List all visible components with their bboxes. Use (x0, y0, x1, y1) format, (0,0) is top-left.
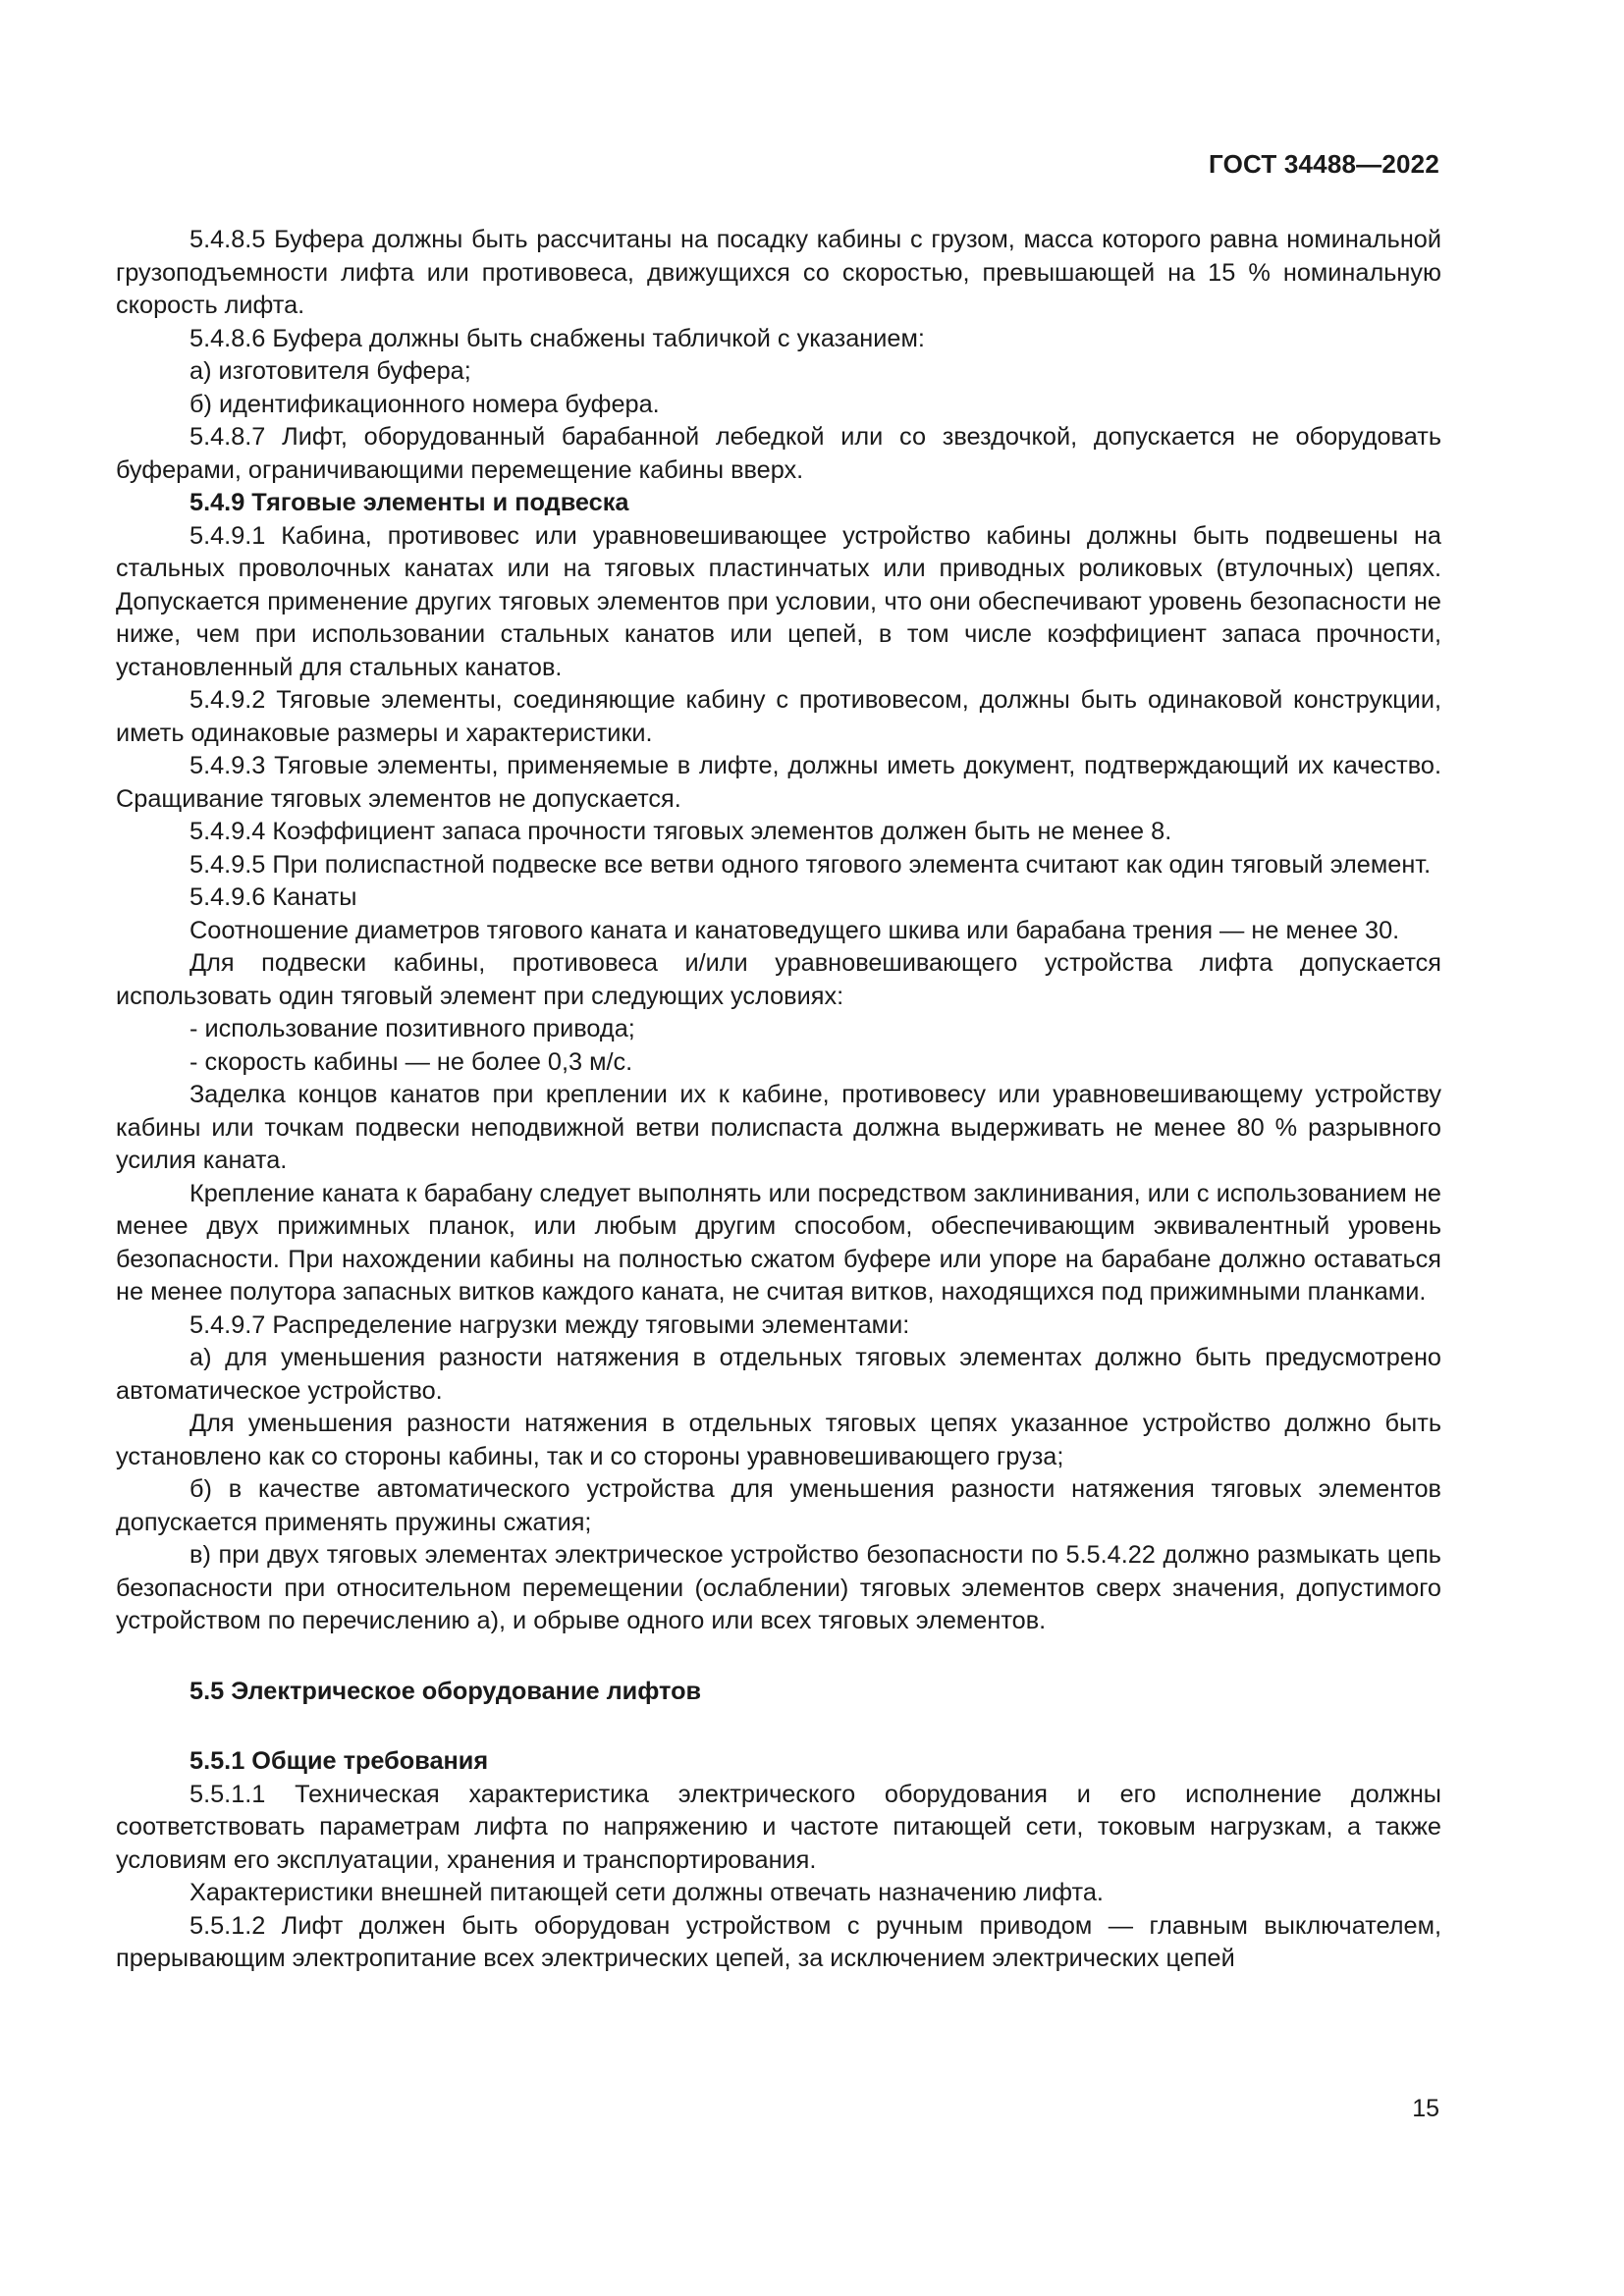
paragraph-5-4-9-1: 5.4.9.1 Кабина, противовес или уравновешивающее устройство кабины должны быть подвешены на стальных проволочных канатах или на тяговых пластинчатых или приводных роликовых (втулочных) цепях. Допускается применение других тяговых элементов при условии, что они обеспечивают уровень безопасности не ниже, чем при использовании стальных канатов или цепей, в том числе коэффициент запаса прочности, установленный для стальных канатов. (116, 521, 1441, 681)
paragraph-5-5-1-1: 5.5.1.1 Техническая характеристика электрического оборудования и его исполнение должны соответствовать параметрам лифта по напряжению и частоте питающей сети, токовым нагрузкам, а также условиям его эксплуатации, хранения и транспортирования. (116, 1780, 1441, 1874)
paragraph-5-4-8-7: 5.4.8.7 Лифт, оборудованный барабанной лебедкой или со звездочкой, допускается не оборудовать буферами, ограничивающими перемещение кабины вверх. (116, 423, 1441, 484)
paragraph-5-4-9-3: 5.4.9.3 Тяговые элементы, применяемые в лифте, должны иметь документ, подтверждающий их качество. Сращивание тяговых элементов не допускается. (116, 752, 1441, 813)
paragraph-5-4-9-6: 5.4.9.6 Канаты (189, 883, 357, 911)
list-item-b-springs: б) в качестве автоматического устройства для уменьшения разности натяжения тяговых элементов допускается применять пружины сжатия; (116, 1475, 1441, 1536)
paragraph-supply-network: Характеристики внешней питающей сети должны отвечать назначению лифта. (189, 1879, 1104, 1906)
list-item-a-auto-device: а) для уменьшения разности натяжения в отдельных тяговых элементах должно быть предусмотрено автоматическое устройство. (116, 1344, 1441, 1405)
list-item-positive-drive: - использование позитивного привода; (189, 1015, 635, 1042)
paragraph-5-5-1-2: 5.5.1.2 Лифт должен быть оборудован устройством с ручным приводом — главным выключателем, прерывающим электропитание всех электрических цепей, за исключением электрических цепей (116, 1911, 1441, 1972)
paragraph-chain-tension: Для уменьшения разности натяжения в отдельных тяговых цепях указанное устройство должно быть установлено как со стороны кабины, так и со стороны уравновешивающего груза; (116, 1410, 1441, 1470)
paragraph-5-4-9-7: 5.4.9.7 Распределение нагрузки между тяговыми элементами: (189, 1310, 910, 1339)
section-heading-5-4-9: 5.4.9 Тяговые элементы и подвеска (189, 489, 629, 516)
section-heading-5-5: 5.5 Электрическое оборудование лифтов (189, 1677, 702, 1705)
list-item-v-safety-device: в) при двух тяговых элементах электрическое устройство безопасности по 5.5.4.22 должно размыкать цепь безопасности при относительном перемещении (ослаблении) тяговых элементов сверх значения, допустимого устройством по перечислению а), и обрыве одного или всех тяговых элементов. (116, 1541, 1441, 1634)
paragraph-rope-ratio: Соотношение диаметров тягового каната и канатоведущего шкива или барабана трения — не менее 30. (189, 916, 1400, 944)
paragraph-5-4-9-5: 5.4.9.5 При полиспастной подвеске все ветви одного тягового элемента считают как один тяговый элемент. (189, 850, 1432, 879)
paragraph-rope-termination: Заделка концов канатов при креплении их к кабине, противовесу или уравновешивающему устройству кабины или точкам подвески неподвижной ветви полиспаста должна выдерживать не менее 80 % разрывного усилия каната. (116, 1081, 1441, 1174)
paragraph-5-4-8-5: 5.4.8.5 Буфера должны быть рассчитаны на посадку кабины с грузом, масса которого равна номинальной грузоподъемности лифта или противовеса, движущихся со скоростью, превышающей на 15 % номинальную скорость лифта. (116, 226, 1441, 319)
section-heading-5-5-1: 5.5.1 Общие требования (189, 1747, 489, 1775)
paragraph-rope-drum-fixing: Крепление каната к барабану следует выполнять или посредством заклинивания, или с использованием не менее двух прижимных планок, или любым другим способом, обеспечивающим эквивалентный уровень безопасности. При нахождении кабины на полностью сжатом буфере или упоре на барабане должно оставаться не менее полутора запасных витков каждого каната, не считая витков, находящихся под прижимными планками. (116, 1179, 1441, 1306)
document-body (116, 224, 1441, 1976)
list-item-b: б) идентификационного номера буфера. (189, 390, 660, 418)
paragraph-single-element: Для подвески кабины, противовеса и/или уравновешивающего устройства лифта допускается использовать один тяговый элемент при следующих условиях: (116, 949, 1441, 1010)
paragraph-5-4-9-2: 5.4.9.2 Тяговые элементы, соединяющие кабину с противовесом, должны быть одинаковой конструкции, иметь одинаковые размеры и характеристики. (116, 686, 1441, 747)
list-item-cabin-speed: - скорость кабины — не более 0,3 м/с. (189, 1047, 633, 1076)
paragraph-5-4-9-4: 5.4.9.4 Коэффициент запаса прочности тяговых элементов должен быть не менее 8. (189, 818, 1172, 845)
paragraph-5-4-8-6: 5.4.8.6 Буфера должны быть снабжены табличкой с указанием: (189, 324, 925, 352)
page-number: 15 (1412, 2095, 1439, 2122)
list-item-a: а) изготовителя буфера; (189, 357, 471, 385)
document-standard-number: ГОСТ 34488—2022 (1209, 149, 1439, 179)
